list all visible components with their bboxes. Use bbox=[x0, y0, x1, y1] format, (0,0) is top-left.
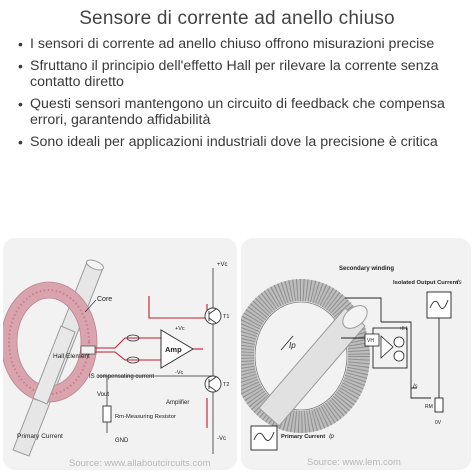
bullet-dot: • bbox=[18, 36, 23, 52]
secondary-winding-coil bbox=[243, 290, 359, 422]
primary-current-label: Primary Current bbox=[281, 434, 326, 440]
rm-resistor-label: Rm-Measuring Resistor bbox=[115, 414, 176, 420]
left-diagram-panel bbox=[3, 238, 237, 470]
bullet-item bbox=[18, 36, 464, 52]
amplifier-block bbox=[365, 326, 407, 361]
amp-label: Amp bbox=[165, 345, 182, 354]
bullet-text: Questi sensori mantengono un circuito di feedback che compensa errori, garantendo affidabilità bbox=[30, 96, 445, 128]
bullet-text: I sensori di corrente ad anello chiuso offrono misurazioni precise bbox=[30, 36, 435, 52]
bullet-text: Sfruttano il principio dell'effetto Hall per rilevare la corrente senza contatto diretto bbox=[30, 58, 439, 90]
primary-waveform-box bbox=[251, 426, 277, 450]
primary-current-label: Primary Current bbox=[17, 433, 63, 440]
transistor-t2 bbox=[205, 376, 221, 392]
bullet-list bbox=[18, 36, 464, 156]
t2-label: T2 bbox=[223, 382, 230, 388]
isolated-output-label: Isolated Output Current bbox=[393, 280, 459, 286]
closed-loop-sensor-schematic bbox=[3, 238, 237, 470]
amplifier-label: Amplifier bbox=[166, 400, 190, 406]
ip-symbol-on-rod: Ip bbox=[289, 341, 296, 350]
hall-element-label: Hall Element bbox=[53, 353, 90, 360]
page-title: Sensore di corrente ad anello chiuso bbox=[79, 8, 395, 29]
right-source-credit: Source: www.lem.com bbox=[307, 457, 401, 468]
minus-vc-label: -Vc bbox=[217, 436, 226, 442]
bullet-dot: • bbox=[18, 96, 23, 112]
is-node-label: Is bbox=[413, 384, 418, 390]
transistor-t1 bbox=[205, 308, 221, 324]
bullet-text: Sono ideali per applicazioni industriali dove la precisione è critica bbox=[30, 134, 438, 150]
bullet-dot: • bbox=[18, 134, 23, 150]
left-source-credit: Source: www.allaboutcircuits.com bbox=[69, 458, 211, 469]
core-label: Core bbox=[97, 296, 113, 303]
rm-resistor bbox=[425, 398, 443, 426]
amp-minus-vc: -Vc bbox=[175, 370, 184, 376]
closed-loop-coil-diagram bbox=[241, 238, 471, 470]
output-waveform-box bbox=[427, 292, 451, 318]
t1-label: T1 bbox=[223, 314, 230, 320]
ih-label: +IH bbox=[399, 326, 407, 332]
bullet-item bbox=[18, 58, 464, 90]
right-diagram-panel bbox=[241, 238, 471, 470]
amp-plus-vc: +Vc bbox=[175, 326, 185, 332]
bullet-dot: • bbox=[18, 58, 23, 74]
amplifier-symbol bbox=[161, 326, 193, 406]
bullet-item bbox=[18, 96, 464, 128]
plus-vc-label: +Vc bbox=[217, 262, 228, 268]
secondary-winding-label: Secondary winding bbox=[339, 266, 395, 272]
0v-label: 0V bbox=[435, 420, 442, 426]
compensating-current-label: IS compensating current bbox=[89, 374, 155, 380]
vout-label: Vout bbox=[97, 392, 110, 398]
measuring-resistor bbox=[97, 392, 176, 444]
gnd-label: GND bbox=[115, 438, 129, 444]
feedback-wiring bbox=[95, 296, 207, 428]
vh-label: VH bbox=[367, 338, 374, 344]
is-symbol-label: Is bbox=[457, 280, 462, 286]
bullet-item bbox=[18, 134, 464, 150]
rm-label: RM bbox=[425, 404, 433, 410]
primary-ip-label: Ip bbox=[329, 434, 335, 440]
